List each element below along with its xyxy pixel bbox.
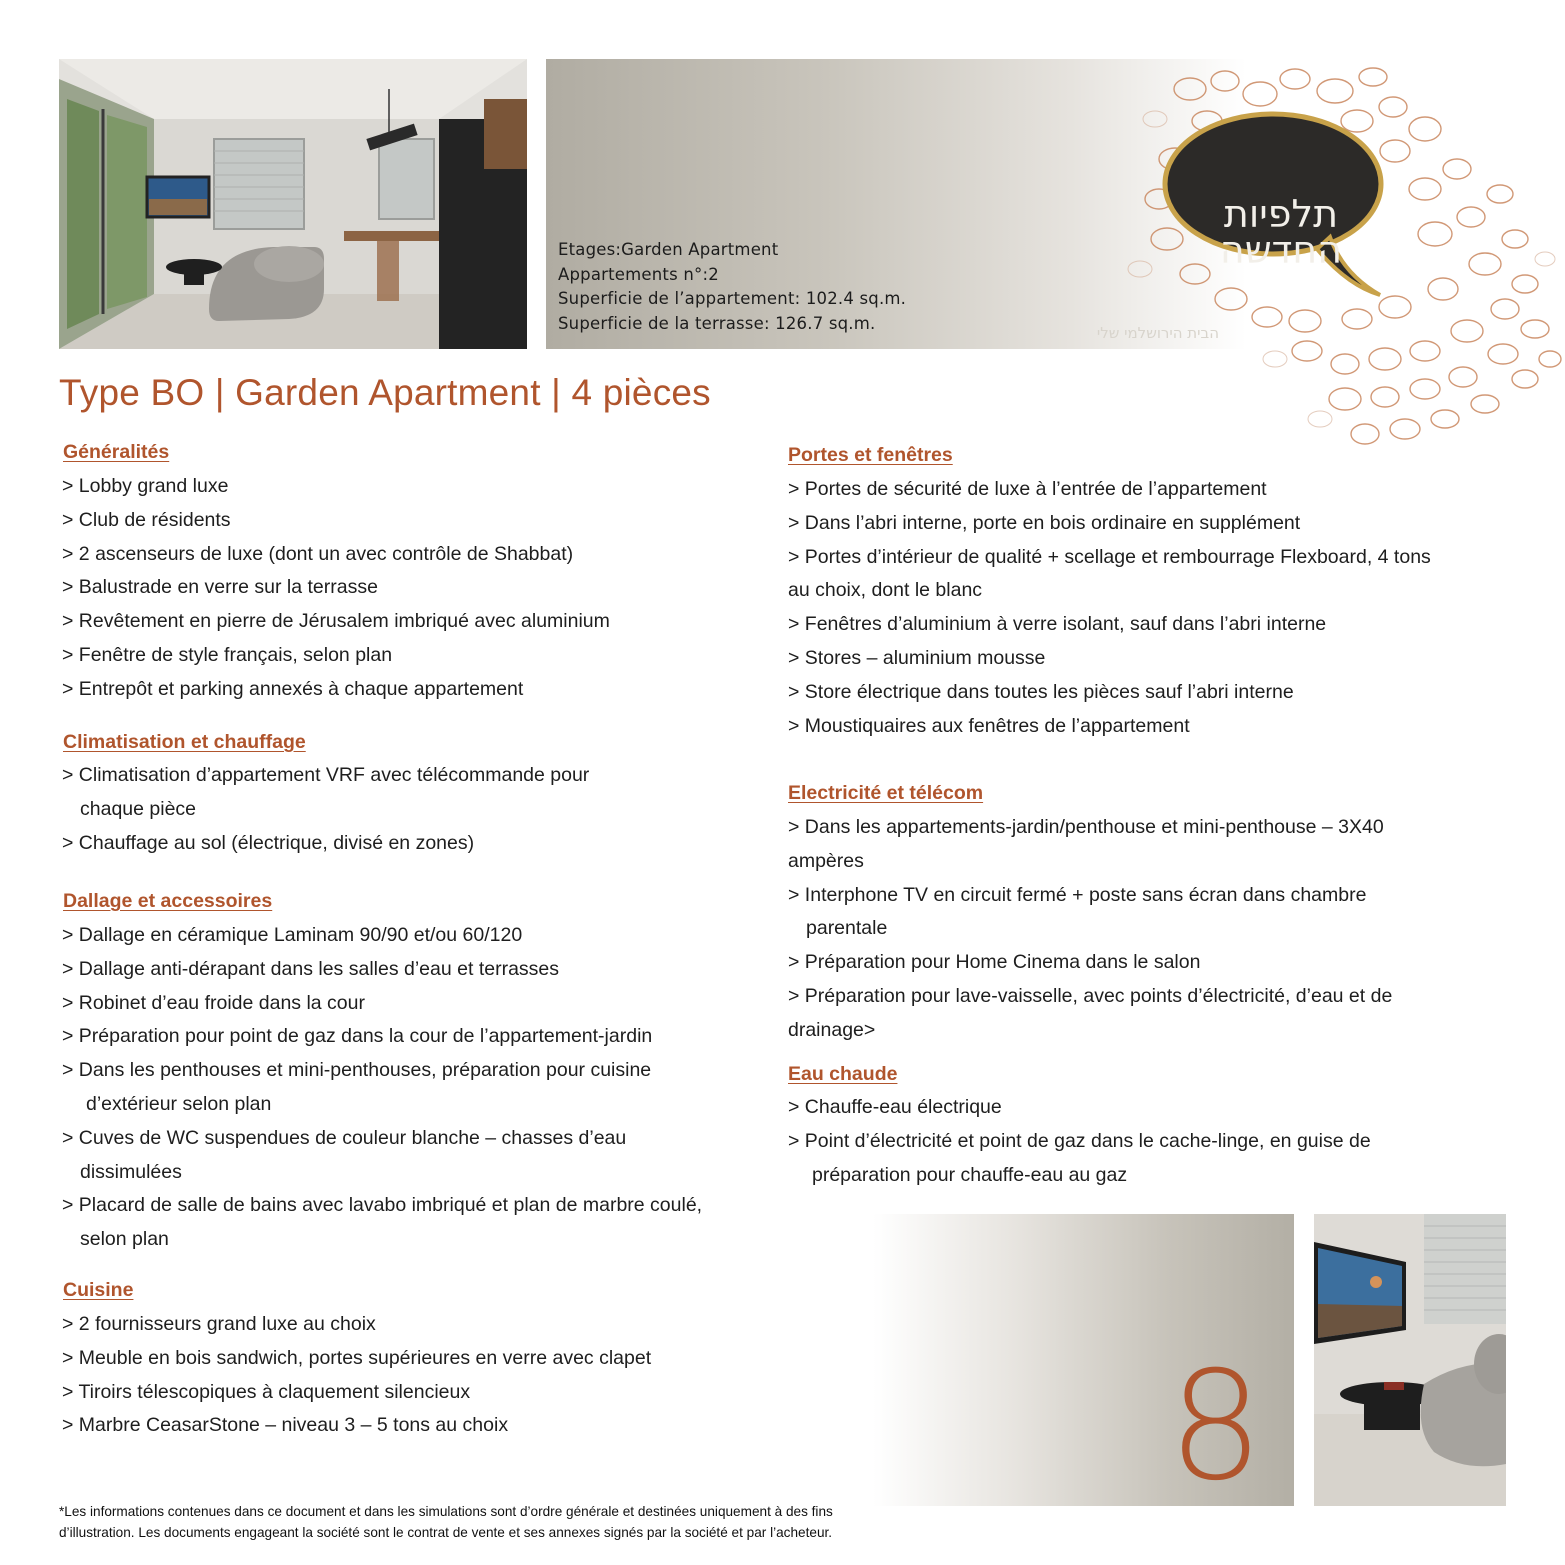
list-item-continuation: au choix, dont le blanc — [788, 579, 983, 602]
list-item: > Marbre CeasarStone – niveau 3 – 5 tons au choix — [62, 1414, 509, 1437]
list-item: > 2 ascenseurs de luxe (dont un avec contrôle de Shabbat) — [62, 542, 574, 565]
detail-photo-illustration — [1314, 1214, 1506, 1506]
list-item: > Interphone TV en circuit fermé + poste sans écran dans chambre — [788, 883, 1367, 906]
spec-floor: Etages:Garden Apartment — [558, 240, 779, 259]
list-item: > Stores – aluminium mousse — [788, 646, 1046, 669]
list-item: > Robinet d’eau froide dans la cour — [62, 991, 365, 1014]
list-generalites — [62, 470, 610, 707]
list-item: > Revêtement en pierre de Jérusalem imbriqué avec aluminium — [62, 610, 610, 633]
section-title-dallage: Dallage et accessoires — [63, 890, 273, 912]
spec-apartment-count: Appartements n°:2 — [558, 264, 719, 284]
list-item-continuation: d’extérieur selon plan — [86, 1092, 272, 1115]
logo-line-1: תלפיות — [1223, 192, 1339, 236]
list-item-continuation: préparation pour chauffe-eau au gaz — [812, 1163, 1128, 1186]
list-item: > Chauffe-eau électrique — [788, 1096, 1002, 1118]
section-title-generalites: Généralités — [63, 441, 170, 463]
section-title-electricite: Electricité et télécom — [788, 782, 984, 804]
section-title-portes: Portes et fenêtres — [788, 444, 953, 466]
list-electricite — [788, 811, 1392, 1048]
footnote-line: d’illustration. Les documents engageant la société sont le contrat de vente et ses annexes signés par la société et par l’acheteur. — [59, 1525, 833, 1540]
spec-apartment-area: Superficie de l’appartement: 102.4 sq.m. — [558, 289, 907, 308]
logo-wordmark — [1186, 192, 1376, 272]
section-title-eau: Eau chaude — [788, 1063, 898, 1085]
section-title-climatisation: Climatisation et chauffage — [63, 731, 306, 753]
list-item: > Portes de sécurité de luxe à l’entrée de l’appartement — [788, 478, 1267, 500]
list-climatisation — [62, 759, 589, 860]
page-number: 8 — [1168, 1340, 1264, 1514]
apartment-specs — [558, 238, 906, 336]
list-item: > Fenêtre de style français, selon plan — [62, 643, 393, 666]
list-item: > Tiroirs télescopiques à claquement silencieux — [62, 1380, 471, 1403]
list-item: > Préparation pour point de gaz dans la cour de l’appartement-jardin — [62, 1025, 653, 1048]
title-separator: | — [551, 372, 561, 413]
list-item-continuation: dissimulées — [80, 1160, 182, 1183]
spec-terrace-area: Superficie de la terrasse: 126.7 sq.m. — [558, 313, 876, 333]
list-item: > Moustiquaires aux fenêtres de l’appartement — [788, 714, 1190, 737]
list-item: > Point d’électricité et point de gaz dans le cache-linge, en guise de — [788, 1129, 1371, 1152]
list-item: > Dans les appartements-jardin/penthouse et mini-penthouse – 3X40 — [788, 816, 1384, 838]
list-item: > Préparation pour lave-vaisselle, avec points d’électricité, d’eau et de — [788, 984, 1393, 1007]
list-item: > Dallage en céramique Laminam 90/90 et/ou 60/120 — [62, 924, 523, 946]
list-item: > Préparation pour Home Cinema dans le salon — [788, 951, 1201, 974]
list-item: > Club de résidents — [62, 508, 231, 531]
title-apartment: Garden Apartment — [235, 372, 541, 413]
list-item: > Fenêtres d’aluminium à verre isolant, sauf dans l’abri interne — [788, 613, 1327, 636]
list-item: > Portes d’intérieur de qualité + scellage et rembourrage Flexboard, 4 tons — [788, 545, 1431, 568]
logo-line-2: החדשה — [1219, 228, 1343, 272]
section-title-cuisine: Cuisine — [63, 1279, 134, 1301]
footnote-line: *Les informations contenues dans ce document et dans les simulations sont d’ordre générale et destinées uniquement à des fins — [59, 1504, 833, 1519]
list-item-continuation: chaque pièce — [80, 797, 197, 820]
living-room-illustration — [59, 59, 527, 349]
list-portes — [788, 473, 1431, 743]
list-cuisine — [62, 1308, 651, 1443]
list-item-continuation: parentale — [806, 917, 888, 940]
list-item: > Cuves de WC suspendues de couleur blanche – chasses d’eau — [62, 1126, 627, 1149]
living-room-photo — [59, 59, 527, 349]
title-separator: | — [214, 372, 225, 413]
list-item: > 2 fournisseurs grand luxe au choix — [62, 1313, 376, 1335]
list-item-continuation: ampères — [788, 849, 864, 872]
detail-photo — [1314, 1214, 1506, 1506]
disclaimer-footnote — [59, 1501, 833, 1543]
list-item: > Dans l’abri interne, porte en bois ordinaire en supplément — [788, 511, 1301, 534]
list-item: > Balustrade en verre sur la terrasse — [62, 576, 378, 599]
list-item-continuation: selon plan — [80, 1228, 169, 1251]
list-item: > Entrepôt et parking annexés à chaque appartement — [62, 677, 524, 700]
list-eau — [788, 1091, 1371, 1192]
list-item: > Dallage anti-dérapant dans les salles d’eau et terrasses — [62, 957, 560, 980]
page-title — [59, 372, 711, 414]
list-item: > Dans les penthouses et mini-penthouses, préparation pour cuisine — [62, 1059, 652, 1082]
list-item: > Placard de salle de bains avec lavabo imbriqué et plan de marbre coulé, — [62, 1194, 703, 1217]
title-rooms: 4 pièces — [571, 372, 711, 413]
list-item: > Lobby grand luxe — [62, 475, 229, 497]
list-item: > Climatisation d’appartement VRF avec télécommande pour — [62, 764, 590, 786]
logo-tagline: הבית הירושלמי שלי — [1096, 324, 1219, 342]
list-item: > Chauffage au sol (électrique, divisé en zones) — [62, 831, 475, 854]
list-item-continuation: drainage> — [788, 1018, 876, 1041]
title-type: Type BO — [59, 372, 205, 413]
list-item: > Store électrique dans toutes les pièces sauf l’abri interne — [788, 680, 1294, 703]
list-item: > Meuble en bois sandwich, portes supérieures en verre avec clapet — [62, 1346, 652, 1369]
list-dallage — [62, 919, 702, 1257]
